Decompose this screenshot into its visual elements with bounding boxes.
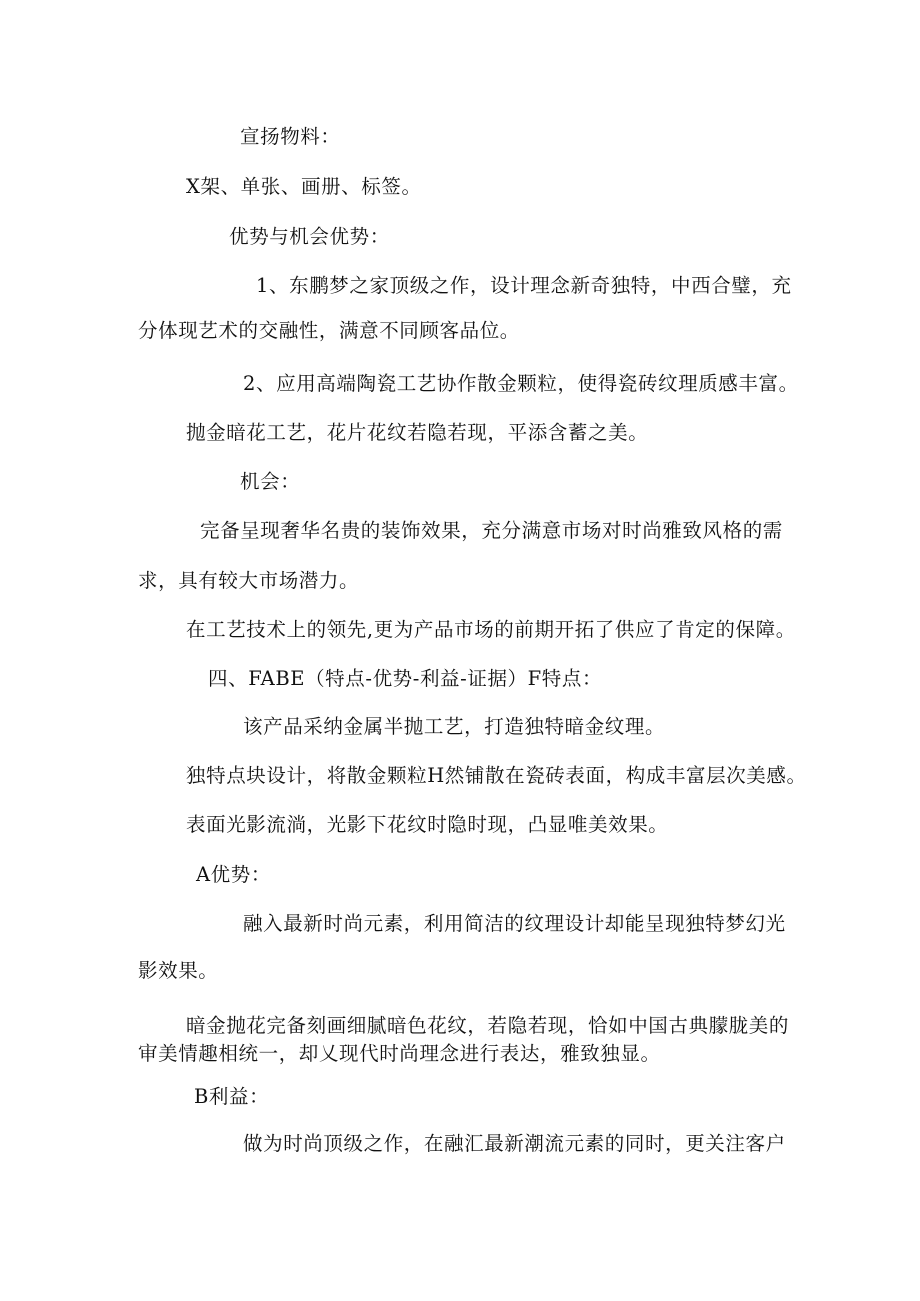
- paragraph-feature-3: 表面光影流淌，光影下花纹时隐时现，凸显唯美效果。: [186, 813, 669, 836]
- paragraph-feature-1: 该产品采纳金属半抛工艺，打造独特暗金纹理。: [243, 715, 666, 738]
- paragraph-advantage-1-line-2: 分体现艺术的交融性，满意不同顾客品位。: [138, 319, 520, 342]
- heading-fabe-features: 四、FABE（特点-优势-利益-证据）F特点：: [208, 667, 603, 690]
- paragraph-advantage-2: 2、应用高端陶瓷工艺协作散金颗粒，使得瓷砖纹理质感丰富。: [243, 372, 799, 395]
- paragraph-opportunity-line-2: 求，具有较大市场潜力。: [138, 569, 360, 592]
- paragraph-tech-lead: 在工艺技术上的领先,更为产品市场的前期开拓了供应了肯定的保障。: [186, 618, 796, 641]
- paragraph-benefit-line-1: 做为时尚顶级之作，在融汇最新潮流元素的同时，更关注客户: [243, 1132, 786, 1155]
- heading-opportunities: 机会：: [240, 470, 301, 493]
- paragraph-a-advantage-line-2: 影效果。: [138, 959, 219, 982]
- heading-advantages-opportunities: 优势与机会优势：: [229, 225, 390, 248]
- paragraph-materials-list: X架、单张、画册、标签。: [186, 175, 422, 198]
- paragraph-opportunity-line-1: 完备呈现奢华名贵的装饰效果，充分满意市场对时尚雅致风格的需: [200, 519, 783, 542]
- paragraph-dark-gold-line-1: 暗金抛花完备刻画细腻暗色花纹，若隐若现，恰如中国古典朦胧美的: [186, 1014, 790, 1037]
- paragraph-feature-2: 独特点块设计，将散金颗粒H然铺散在瓷砖表面，构成丰富层次美感。: [186, 764, 807, 787]
- heading-a-advantage: A优势：: [196, 863, 271, 886]
- paragraph-advantage-1-line-1: 1、东鹏梦之家顶级之作，设计理念新奇独特，中西合璧，充: [256, 274, 792, 297]
- paragraph-gold-flower-process: 抛金暗花工艺，花片花纹若隐若现，平添含蓄之美。: [186, 421, 649, 444]
- heading-b-benefit: B利益：: [194, 1085, 270, 1108]
- paragraph-a-advantage-line-1: 融入最新时尚元素，利用简洁的纹理设计却能呈现独特梦幻光: [243, 912, 786, 935]
- paragraph-dark-gold-line-2: 审美情趣相统一，却乂现代时尚理念进行表达，雅致独显。: [138, 1042, 661, 1065]
- heading-promo-materials: 宣扬物料：: [240, 125, 341, 148]
